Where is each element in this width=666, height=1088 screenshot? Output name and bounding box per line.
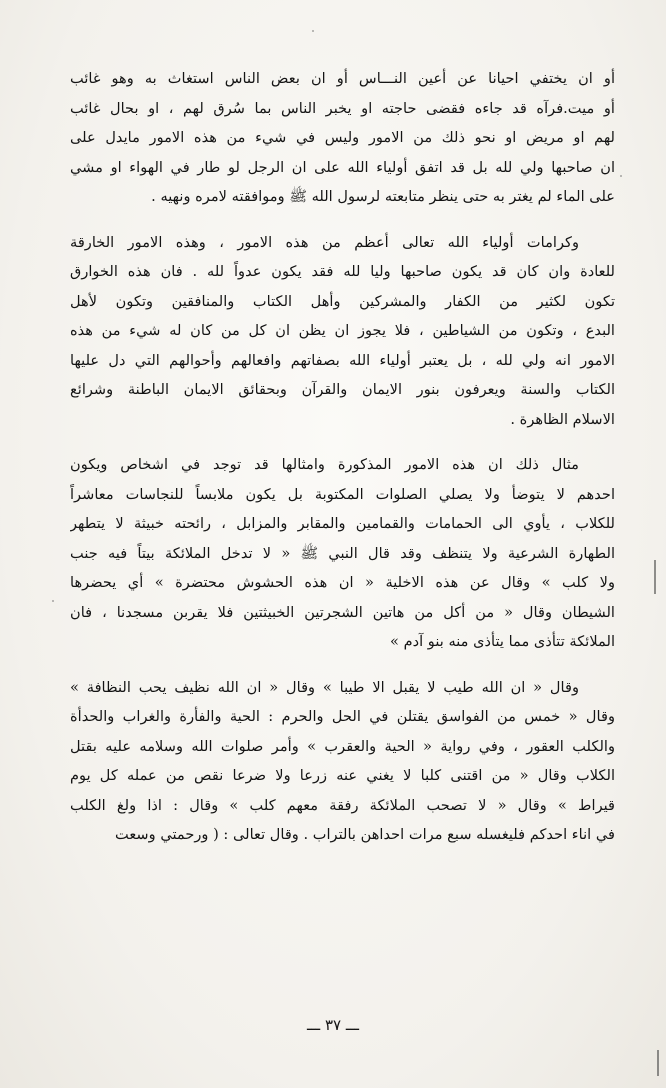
text-line: في اناء احدكم فليغسله سبع مرات احداهن بالتراب . وقال تعالى : ( ورحمتي وسعت: [115, 826, 615, 843]
text-line: الملائكة تتأذى مما يتأذى منه بنو آدم »: [390, 633, 615, 650]
paragraph-gap: [70, 434, 615, 450]
text-line: أو ميت.فرآه قد جاءه فقضى حاجته او يخبر الناس بما سُرق لهم ، او بحال غائب: [70, 99, 615, 117]
margin-mark: [657, 1050, 659, 1076]
text-line: على الماء لم يغتر به حتى ينظر متابعته لرسول الله ﷺ وموافقته لامره ونهيه .: [151, 188, 615, 205]
text-line: الكتاب والسنة ويعرفون بنور الايمان والقرآن وبحقائق الايمان الباطنة وشرائع: [70, 381, 615, 398]
text-line: ان صاحبها ولي لله بل قد اتفق أولياء الله على ان الرجل لو طار في الهواء او مشي: [70, 158, 615, 176]
paragraph-gap: [70, 657, 615, 673]
paragraph: [70, 673, 615, 850]
text-line: قيراط » وقال « لا تصحب الملائكة رفقة معهم كلب » وقال : اذا ولغ الكلب: [70, 796, 615, 814]
text-line: تكون لكثير من الكفار والمشركين وأهل الكتاب والمنافقين وتكون لأهل: [70, 292, 615, 310]
text-line: الامور انه ولي لله ، بل يعتبر أولياء الله بصفاتهم وافعالهم وأحوالهم التي دل عليها: [70, 351, 615, 369]
text-line: البدع ، وتكون من الشياطين ، فلا يجوز ان يظن ان كل من كان له شيء من هذه: [70, 322, 615, 339]
text-line: للكلاب ، يأوي الى الحمامات والقمامين والمقابر والمزابل ، رائحته خبيثة لا يتطهر: [70, 515, 615, 532]
page-number: ـــ ٣٧ ـــ: [306, 1016, 360, 1034]
scan-speck: [312, 30, 314, 32]
margin-mark: [654, 560, 656, 594]
paragraph: [70, 228, 615, 435]
text-line: وقال « خمس من الفواسق يقتلن في الحل والحرم : الحية والفأرة والغراب والحدأة: [70, 708, 615, 725]
text-line: للعادة وان كان قد يكون صاحبها وليا لله فقد يكون عدواً لله . فان هذه الخوارق: [70, 263, 615, 280]
text-line: الشيطان وقال « من أكل من هاتين الشجرتين الخبيثتين فلا يقربن مسجدنا ، فان: [70, 603, 615, 621]
arabic-text-body: [70, 64, 615, 850]
text-line: الطهارة الشرعية ولا يتنظف وقد قال النبي ﷺ « لا تدخل الملائكة بيتاً فيه جنب: [70, 544, 615, 562]
text-line: احدهم لا يتوضأ ولا يصلي الصلوات المكتوبة بل يكون ملابساً للنجاسات معاشراً: [70, 485, 615, 503]
paragraph: [70, 450, 615, 657]
paragraph: [70, 64, 615, 212]
text-line: وقال « ان الله طيب لا يقبل الا طيبا » وقال « ان الله نظيف يحب النظافة »: [70, 678, 579, 696]
text-line: وكرامات أولياء الله تعالى أعظم من هذه الامور ، وهذه الامور الخارقة: [70, 233, 579, 251]
paragraph-gap: [70, 212, 615, 228]
text-line: والكلب العقور ، وفي رواية « الحية والعقرب » وأمر صلوات الله وسلامه عليه بقتل: [70, 737, 615, 755]
text-line: لهم او مريض او نحو ذلك من الامور وليس في شيء من هذه الامور مايدل على: [70, 129, 615, 146]
text-line: أو ان يختفي احيانا عن أعين النـــاس أو ان بعض الناس استغاث به وهو غائب: [70, 70, 615, 87]
scan-speck: [52, 600, 54, 602]
text-line: مثال ذلك ان هذه الامور المذكورة وامثالها قد توجد في اشخاص ويكون: [70, 456, 579, 473]
scan-speck: [620, 175, 622, 177]
text-line: الكلاب وقال « من اقتنى كلبا لا يغني عنه زرعا ولا ضرعا نقص من عمله كل يوم: [70, 767, 615, 784]
text-line: ولا كلب » وقال عن هذه الاخلية « ان هذه الحشوش محتضرة » أي يحضرها: [70, 574, 615, 591]
text-line: الاسلام الظاهرة .: [510, 410, 615, 428]
